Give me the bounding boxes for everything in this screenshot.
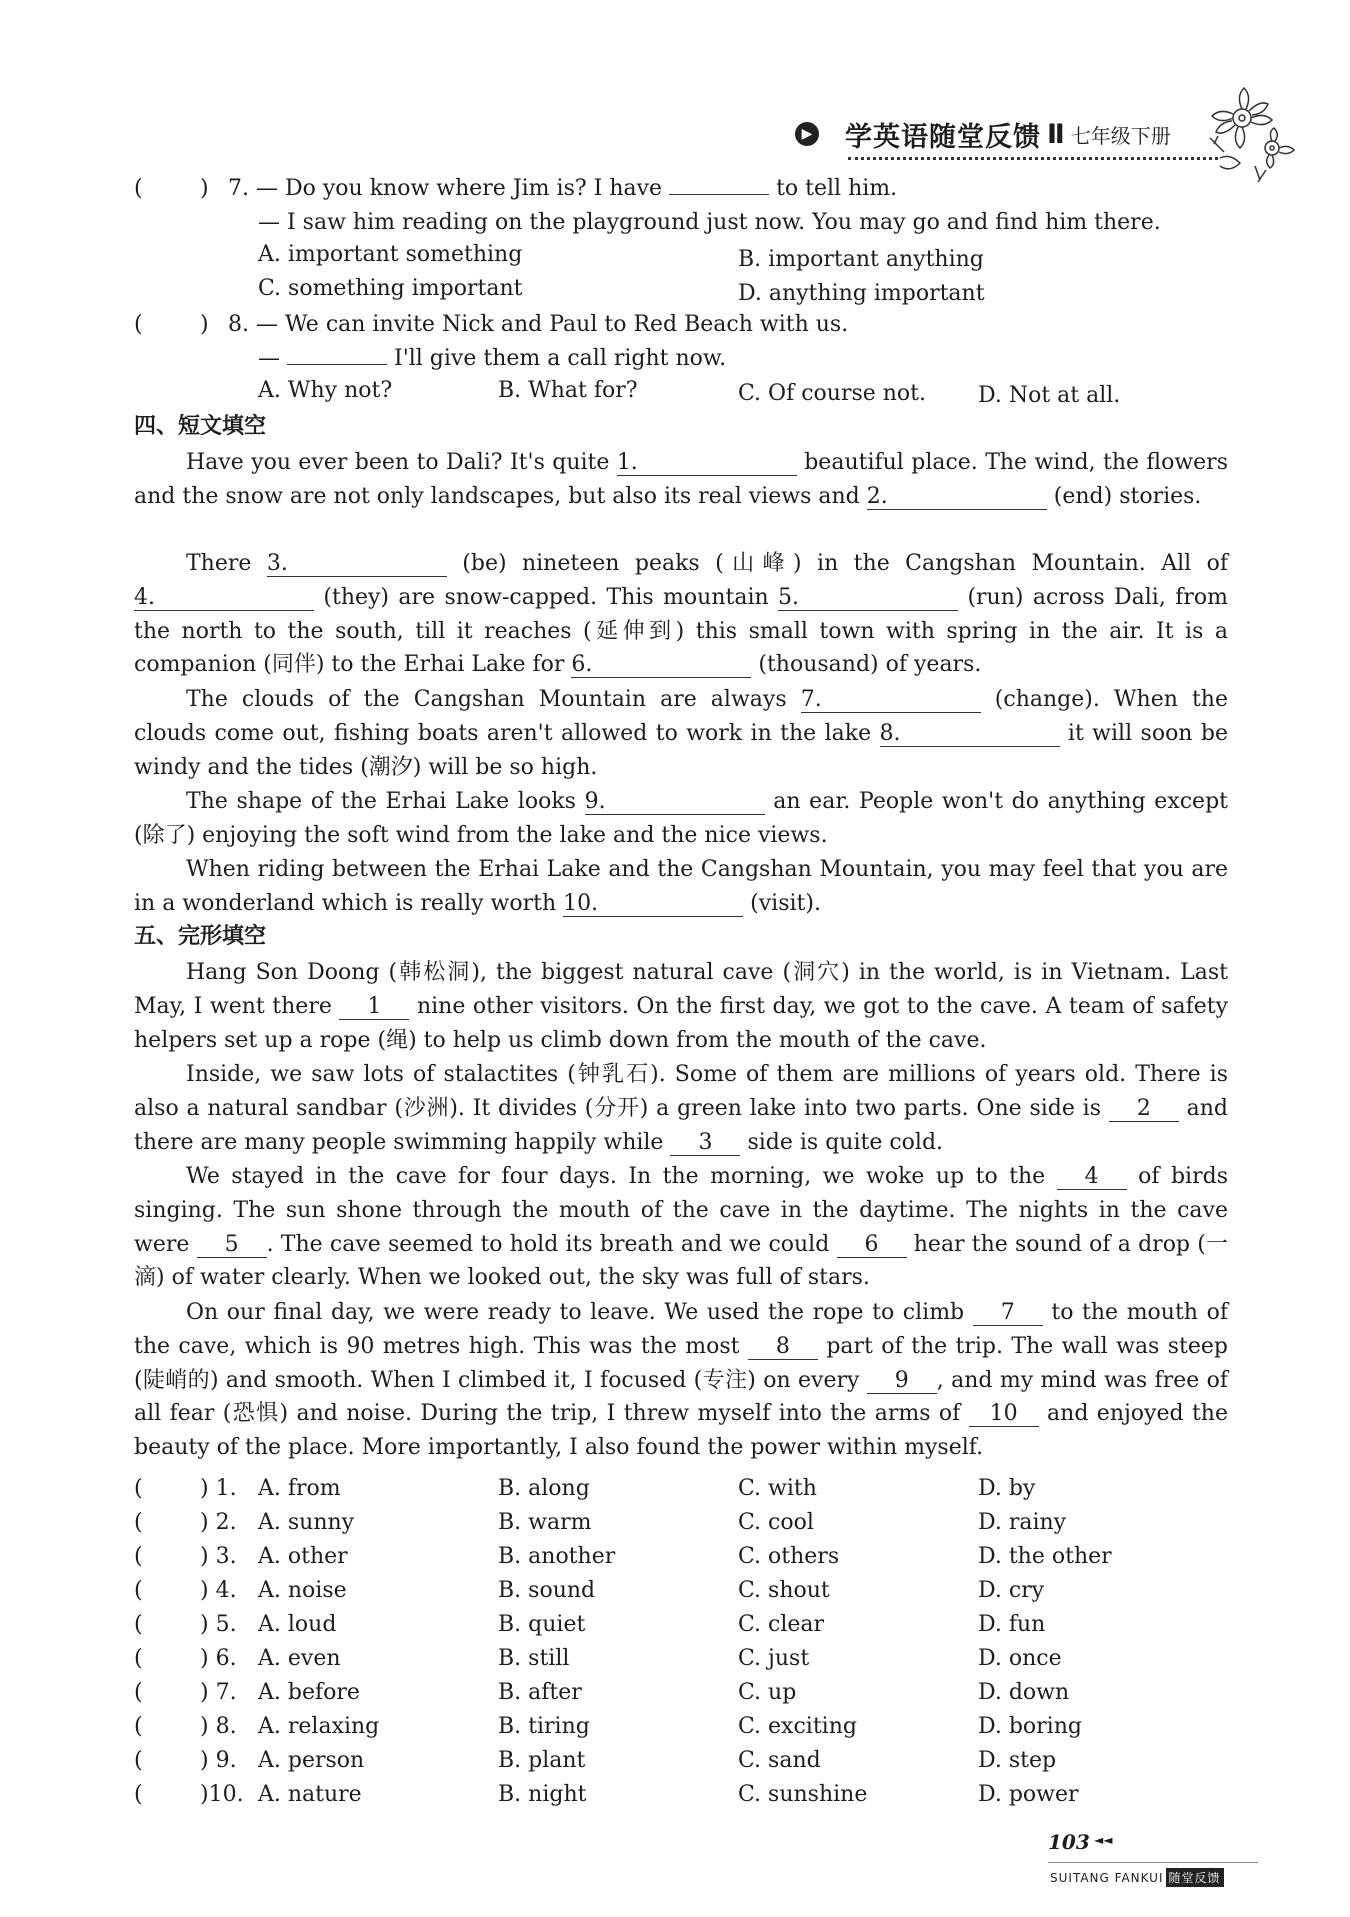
- cloze-2-option-a[interactable]: A. sunny: [258, 1510, 355, 1535]
- question-8-option-d[interactable]: D. Not at all.: [978, 383, 1121, 408]
- question-7-option-c[interactable]: C. something important: [258, 276, 523, 301]
- question-7-option-d[interactable]: D. anything important: [738, 281, 985, 306]
- cloze-6-option-d[interactable]: D. once: [978, 1646, 1062, 1671]
- section-5-paragraph-2: Inside, we saw lots of stalactites (钟乳石). Some of them are millions of years old. There is also a natural sandbar (沙洲). It divides (分开) a green lake into two parts. One side is 2 and there are many people swimming happily while 3 side is quite cold.: [134, 1062, 1229, 1155]
- footer-brand: [1050, 1868, 1224, 1887]
- cloze-2-option-b[interactable]: B. warm: [498, 1510, 592, 1535]
- cloze-question-number: ) 3.: [200, 1544, 237, 1569]
- fill-blank-5[interactable]: 5.: [778, 586, 958, 611]
- question-8-text-post: I'll give them a call right now.: [394, 346, 727, 371]
- question-7-number: 7.: [228, 176, 249, 201]
- answer-bracket-open: (: [134, 1748, 143, 1773]
- cloze-question-number: ) 9.: [200, 1748, 237, 1773]
- question-8-option-b[interactable]: B. What for?: [498, 378, 638, 403]
- cloze-9-option-b[interactable]: B. plant: [498, 1748, 586, 1773]
- cloze-blank-4[interactable]: 4: [1057, 1165, 1127, 1190]
- question-8-dash: —: [258, 346, 280, 371]
- cloze-7-option-b[interactable]: B. after: [498, 1680, 582, 1705]
- cloze-3-option-b[interactable]: B. another: [498, 1544, 616, 1569]
- answer-bracket-open: (: [134, 1544, 143, 1569]
- question-8-text: — We can invite Nick and Paul to Red Beach with us.: [256, 312, 849, 337]
- cloze-10-option-c[interactable]: C. sunshine: [738, 1782, 868, 1807]
- question-8-blank[interactable]: [287, 364, 387, 365]
- section-4-paragraph-1: Have you ever been to Dali? It's quite 1. beautiful place. The wind, the flowers and the snow are not only landscapes, but also its real views and 2. (end) stories.: [134, 450, 1228, 509]
- question-7-text-pre: — Do you know where Jim is? I have: [256, 176, 663, 201]
- question-7-line-2: — I saw him reading on the playground just now. You may go and find him there.: [258, 210, 1161, 235]
- fill-blank-2[interactable]: 2.: [867, 485, 1047, 510]
- cloze-10-option-a[interactable]: A. nature: [258, 1782, 362, 1807]
- fill-blank-10[interactable]: 10.: [563, 892, 743, 917]
- answer-bracket-open: (: [134, 1646, 143, 1671]
- question-7-line-1: [228, 174, 897, 204]
- cloze-10-option-b[interactable]: B. night: [498, 1782, 587, 1807]
- cloze-blank-3[interactable]: 3: [670, 1131, 740, 1156]
- cloze-1-option-b[interactable]: B. along: [498, 1476, 590, 1501]
- answer-bracket-close: ): [200, 176, 209, 201]
- cloze-4-option-b[interactable]: B. sound: [498, 1578, 596, 1603]
- cloze-4-option-c[interactable]: C. shout: [738, 1578, 830, 1603]
- cloze-2-option-c[interactable]: C. cool: [738, 1510, 814, 1535]
- section-5-heading: 五、完形填空: [134, 924, 267, 949]
- cloze-7-option-c[interactable]: C. up: [738, 1680, 797, 1705]
- question-8-line-2: [258, 344, 726, 374]
- cloze-10-option-d[interactable]: D. power: [978, 1782, 1079, 1807]
- double-arrow-icon: ◄◄: [1094, 1833, 1113, 1847]
- footer-brand-latin: SUITANG FANKUI: [1050, 1871, 1164, 1885]
- cloze-question-number: ) 5.: [200, 1612, 237, 1637]
- fill-blank-4[interactable]: 4.: [134, 586, 314, 611]
- cloze-4-option-d[interactable]: D. cry: [978, 1578, 1045, 1603]
- section-4-paragraph-5: When riding between the Erhai Lake and the Cangshan Mountain, you may feel that you are in a wonderland which is really worth 10. (visit).: [134, 857, 1228, 916]
- section-4-heading: 四、短文填空: [134, 414, 267, 439]
- question-8-option-a[interactable]: A. Why not?: [258, 378, 393, 403]
- cloze-blank-9[interactable]: 9: [867, 1369, 937, 1394]
- cloze-7-option-a[interactable]: A. before: [258, 1680, 360, 1705]
- cloze-1-option-a[interactable]: A. from: [258, 1476, 341, 1501]
- cloze-5-option-c[interactable]: C. clear: [738, 1612, 825, 1637]
- cloze-5-option-d[interactable]: D. fun: [978, 1612, 1046, 1637]
- answer-bracket-open: (: [134, 1510, 143, 1535]
- footer-rule: [1048, 1862, 1258, 1863]
- cloze-blank-8[interactable]: 8: [748, 1335, 818, 1360]
- section-5-paragraph-3: We stayed in the cave for four days. In the morning, we woke up to the 4 of birds singing. The sun shone through the mouth of the cave in the daytime. The nights in the cave were 5 . The cave seemed to hold its breath and we could 6 hear the sound of a drop (一滴) of water clearly. When we looked out, the sky was full of stars.: [134, 1164, 1229, 1291]
- answer-bracket-open: (: [134, 312, 143, 337]
- question-8-number: 8.: [228, 312, 249, 337]
- cloze-8-option-d[interactable]: D. boring: [978, 1714, 1082, 1739]
- fill-blank-7[interactable]: 7.: [801, 688, 981, 713]
- question-8-option-c[interactable]: C. Of course not.: [738, 381, 927, 406]
- question-7-blank[interactable]: [669, 194, 769, 195]
- cloze-3-option-a[interactable]: A. other: [258, 1544, 348, 1569]
- question-7-option-a[interactable]: A. important something: [258, 242, 523, 267]
- answer-bracket-open: (: [134, 1612, 143, 1637]
- cloze-blank-7[interactable]: 7: [973, 1301, 1043, 1326]
- answer-bracket-open: (: [134, 1680, 143, 1705]
- section-4-paragraph-2: There 3. (be) nineteen peaks (山峰) in the Cangshan Mountain. All of 4. (they) are snow-capped. This mountain 5. (run) across Dali, from the north to the south, till it reaches (延伸到) this small town with spring in the air. It is a companion (同伴) to the Erhai Lake for 6. (thousand) of years.: [134, 551, 1228, 678]
- cloze-6-option-c[interactable]: C. just: [738, 1646, 810, 1671]
- cloze-9-option-d[interactable]: D. step: [978, 1748, 1057, 1773]
- cloze-question-number: ) 2.: [200, 1510, 237, 1535]
- answer-bracket-open: (: [134, 1476, 143, 1501]
- cloze-blank-1[interactable]: 1: [339, 995, 409, 1020]
- book-grade: 七年级下册: [1070, 123, 1171, 148]
- flower-decoration-icon: [1200, 78, 1300, 188]
- page-header: [795, 112, 1171, 156]
- cloze-question-number: ) 1.: [200, 1476, 237, 1501]
- cloze-blank-10[interactable]: 10: [969, 1402, 1039, 1427]
- answer-bracket-open: (: [134, 1578, 143, 1603]
- cloze-6-option-a[interactable]: A. even: [258, 1646, 341, 1671]
- cloze-8-option-c[interactable]: C. exciting: [738, 1714, 857, 1739]
- cloze-question-number: ) 6.: [200, 1646, 237, 1671]
- answer-bracket-open: (: [134, 176, 143, 201]
- cloze-7-option-d[interactable]: D. down: [978, 1680, 1070, 1705]
- page-number: 103: [1048, 1830, 1090, 1854]
- header-dotted-rule: [848, 157, 1218, 160]
- cloze-5-option-a[interactable]: A. loud: [258, 1612, 337, 1637]
- cloze-8-option-a[interactable]: A. relaxing: [258, 1714, 380, 1739]
- fill-blank-9[interactable]: 9.: [585, 790, 765, 815]
- fill-blank-1[interactable]: 1.: [617, 451, 797, 476]
- answer-bracket-open: (: [134, 1714, 143, 1739]
- fill-blank-8[interactable]: 8.: [880, 722, 1060, 747]
- play-arrow-icon: ▶: [795, 122, 819, 146]
- section-5-paragraph-4: On our final day, we were ready to leave. We used the rope to climb 7 to the mouth of the cave, which is 90 metres high. This was the most 8 part of the trip. The wall was steep (陡峭的) and smooth. When I climbed it, I focused (专注) on every 9 , and my mind was free of all fear (恐惧) and noise. During the trip, I threw myself into the arms of 10 and enjoyed the beauty of the place. More importantly, I also found the power within myself.: [134, 1300, 1229, 1461]
- cloze-2-option-d[interactable]: D. rainy: [978, 1510, 1067, 1535]
- cloze-9-option-a[interactable]: A. person: [258, 1748, 365, 1773]
- cloze-blank-6[interactable]: 6: [837, 1233, 907, 1258]
- fill-blank-3[interactable]: 3.: [267, 552, 447, 577]
- footer-brand-cn: 随堂反馈: [1166, 1868, 1224, 1887]
- cloze-question-number: ) 4.: [200, 1578, 237, 1603]
- cloze-1-option-c[interactable]: C. with: [738, 1476, 817, 1501]
- book-volume: Ⅱ: [1047, 118, 1065, 150]
- cloze-blank-2[interactable]: 2: [1109, 1097, 1179, 1122]
- answer-bracket-open: (: [134, 1782, 143, 1807]
- cloze-question-number: ) 8.: [200, 1714, 237, 1739]
- cloze-4-option-a[interactable]: A. noise: [258, 1578, 347, 1603]
- question-8-line-1: [228, 310, 848, 340]
- cloze-5-option-b[interactable]: B. quiet: [498, 1612, 586, 1637]
- cloze-8-option-b[interactable]: B. tiring: [498, 1714, 590, 1739]
- cloze-3-option-d[interactable]: D. the other: [978, 1544, 1112, 1569]
- section-4-paragraph-3: The clouds of the Cangshan Mountain are always 7. (change). When the clouds come out, fishing boats aren't allowed to work in the lake 8. it will soon be windy and the tides (潮汐) will be so high.: [134, 687, 1228, 780]
- question-7-text-post: to tell him.: [776, 176, 898, 201]
- section-4-paragraph-4: The shape of the Erhai Lake looks 9. an ear. People won't do anything except (除了) enjoying the soft wind from the lake and the nice views.: [134, 789, 1229, 848]
- cloze-9-option-c[interactable]: C. sand: [738, 1748, 821, 1773]
- section-5-paragraph-1: Hang Son Doong (韩松洞), the biggest natural cave (洞穴) in the world, is in Vietnam. Last May, I went there 1 nine other visitors. On the first day, we got to the cave. A team of safety helpers set up a rope (绳) to help us climb down from the mouth of the cave.: [134, 960, 1229, 1053]
- cloze-3-option-c[interactable]: C. others: [738, 1544, 840, 1569]
- fill-blank-6[interactable]: 6.: [571, 653, 751, 678]
- answer-bracket-close: ): [200, 312, 209, 337]
- book-title: 学英语随堂反馈: [845, 121, 1041, 153]
- cloze-blank-5[interactable]: 5: [197, 1233, 267, 1258]
- cloze-6-option-b[interactable]: B. still: [498, 1646, 570, 1671]
- question-7-option-b[interactable]: B. important anything: [738, 247, 984, 272]
- cloze-1-option-d[interactable]: D. by: [978, 1476, 1036, 1501]
- cloze-question-number: )10.: [200, 1782, 244, 1807]
- cloze-question-number: ) 7.: [200, 1680, 237, 1705]
